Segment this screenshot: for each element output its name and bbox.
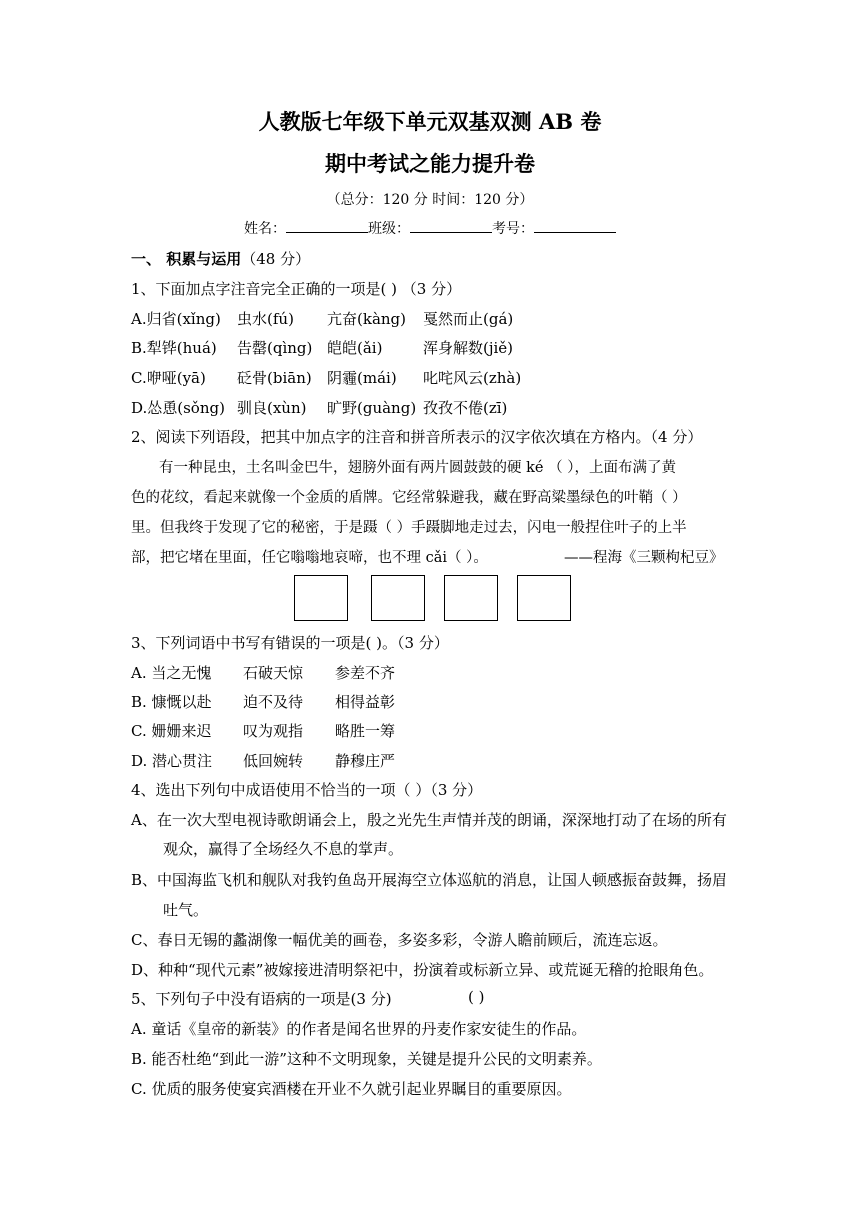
q4-option-a: A、在一次大型电视诗歌朗诵会上，殷之光先生声情并茂的朗诵，深深地打动了在场的所有 <box>131 811 727 829</box>
answer-box-1[interactable] <box>294 575 348 621</box>
q2-passage-line-3: 里。但我终于发现了它的秘密，于是蹑（ ）手蹑脚地走过去，闪电一般捏住叶子的上半 <box>131 520 687 536</box>
exam-subtitle: 期中考试之能力提升卷 <box>325 151 535 176</box>
q4-option-d: D、种种“现代元素”被嫁接进清明祭祀中，扮演着或标新立异、或荒诞无稽的抢眼角色。 <box>131 961 714 979</box>
exam-no-blank[interactable] <box>534 218 616 233</box>
answer-box-2[interactable] <box>371 575 425 621</box>
section-heading <box>131 248 310 269</box>
q1-stem: 1、下面加点字注音完全正确的一项是( ) （3 分） <box>131 280 462 298</box>
q5-option-a: A. 童话《皇帝的新装》的作者是闻名世界的丹麦作家安徒生的作品。 <box>131 1020 587 1038</box>
answer-box-3[interactable] <box>444 575 498 621</box>
answer-box-4[interactable] <box>517 575 571 621</box>
score-time: （总分：120 分 时间：120 分） <box>326 192 534 208</box>
q2-passage-line-1: 有一种昆虫，土名叫金巴牛，翅膀外面有两片圆鼓鼓的硬 ké （ ），上面布满了黄 <box>159 460 676 476</box>
q1-option-c: C.咿哑(yā) 砭骨(biān) 阴霾(mái) 叱咤风云(zhà) <box>131 369 522 387</box>
q5-stem: 5、下列句子中没有语病的一项是(3 分) <box>131 990 392 1008</box>
q4-option-a-cont: 观众，赢得了全场经久不息的掌声。 <box>163 840 404 858</box>
q4-option-b-cont: 吐气。 <box>163 901 209 919</box>
q1-option-b: B.犁铧(huá) 告罄(qìng) 皑皑(ǎi) 浑身解数(jiě) <box>131 339 514 357</box>
section-points: （48 分） <box>241 250 311 268</box>
q4-stem: 4、选出下列句中成语使用不恰当的一项（ ）（3 分） <box>131 781 483 799</box>
class-blank[interactable] <box>410 218 492 233</box>
q3-option-c: C. 姗姗来迟 叹为观指 略胜一筹 <box>131 722 396 740</box>
q3-option-a: A. 当之无愧 石破天惊 参差不齐 <box>131 664 396 682</box>
q5-option-b: B. 能否杜绝“到此一游”这种不文明现象，关键是提升公民的文明素养。 <box>131 1050 602 1068</box>
section-title: 一、 积累与运用 <box>131 250 242 268</box>
q3-stem: 3、下列词语中书写有错误的一项是( )。（3 分） <box>131 634 449 652</box>
q2-stem: 2、阅读下列语段，把其中加点字的注音和拼音所表示的汉字依次填在方格内。（4 分） <box>131 428 703 446</box>
q4-option-b: B、中国海监飞机和舰队对我钓鱼岛开展海空立体巡航的消息，让国人顿感振奋鼓舞，扬眉 <box>131 871 728 889</box>
q3-option-b: B. 慷慨以赴 迫不及待 相得益彰 <box>131 693 396 711</box>
q5-option-c: C. 优质的服务使宴宾酒楼在开业不久就引起业界瞩目的重要原因。 <box>131 1080 572 1098</box>
exam-title: 人教版七年级下单元双基双测 AB 卷 <box>258 109 602 134</box>
q3-option-d: D. 潜心贯注 低回婉转 静穆庄严 <box>131 752 396 770</box>
q2-passage-line-2: 色的花纹，看起来就像一个金质的盾牌。它经常躲避我，藏在野高粱墨绿色的叶鞘（ ） <box>131 490 687 506</box>
exam-no-label: 考号： <box>492 221 534 237</box>
q2-source: ——程海《三颗枸杞豆》 <box>564 550 724 566</box>
class-label: 班级： <box>368 221 410 237</box>
q5-answer-paren: ( ) <box>468 988 485 1006</box>
name-label: 姓名： <box>244 221 286 237</box>
name-blank[interactable] <box>286 218 368 233</box>
student-info <box>0 218 860 238</box>
q1-option-a: A.归省(xǐng) 虫水(fú) 亢奋(kàng) 戛然而止(gá) <box>131 310 514 328</box>
q2-passage-line-4: 部，把它堵在里面，任它嗡嗡地哀啼，也不理 cǎi（ ）。 <box>131 550 488 566</box>
q1-option-d: D.怂恿(sǒng) 驯良(xùn) 旷野(guàng) 孜孜不倦(zī) <box>131 399 508 417</box>
q4-option-c: C、春日无锡的蠡湖像一幅优美的画卷，多姿多彩，令游人瞻前顾后，流连忘返。 <box>131 931 668 949</box>
